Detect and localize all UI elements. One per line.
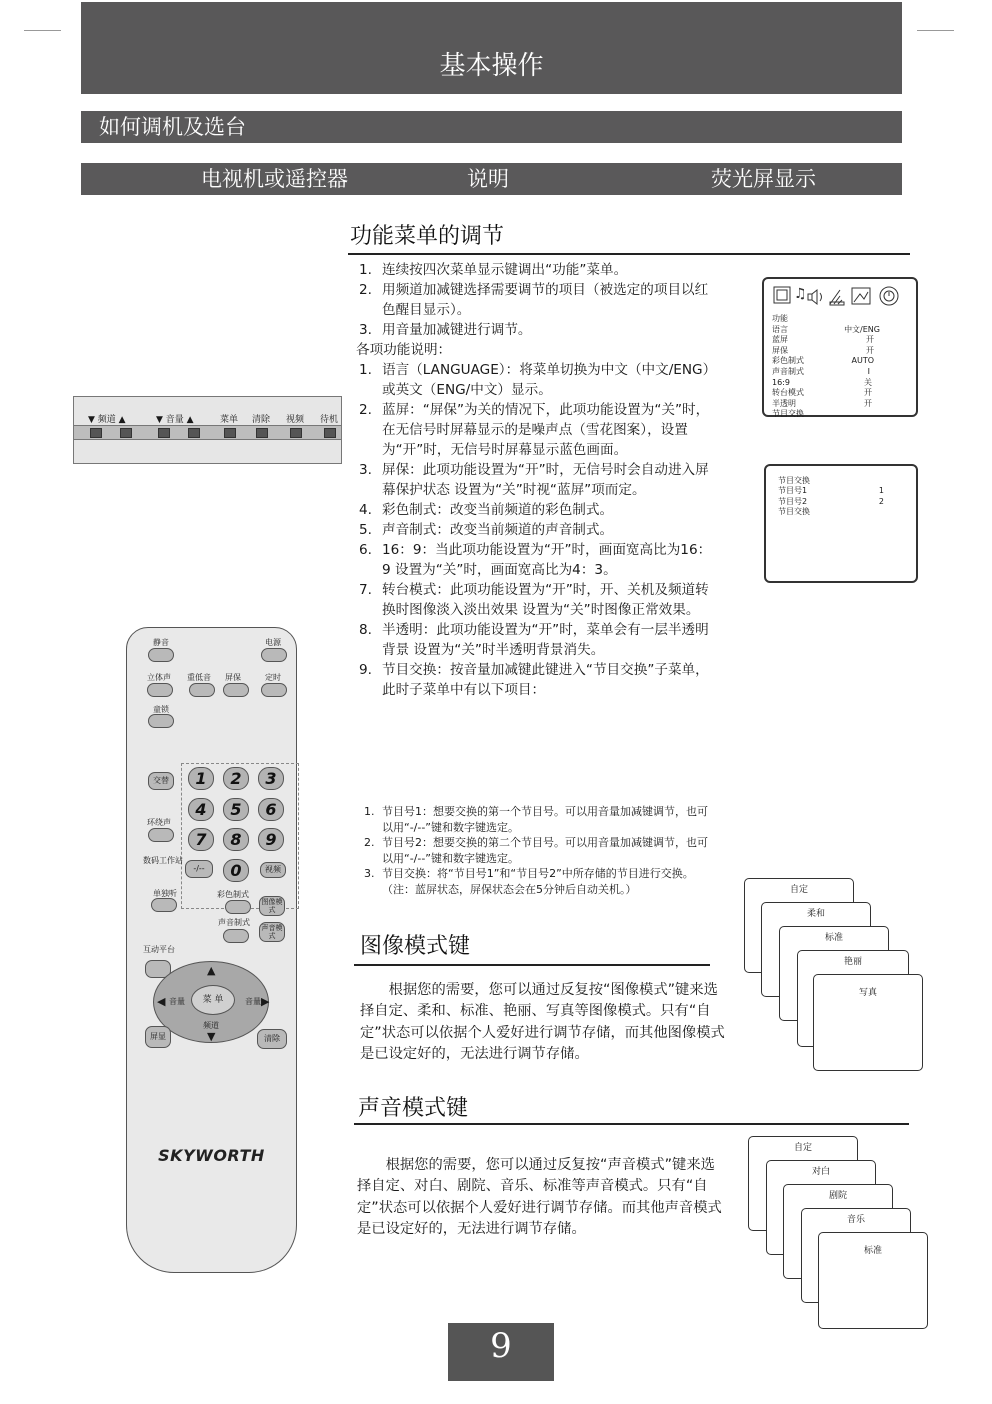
screen-row: 节目交换 (772, 409, 804, 419)
sound-screen-4: 音乐 (801, 1208, 911, 1303)
heading-rule (348, 253, 910, 255)
sound-screen-1: 自定 (748, 1136, 858, 1231)
function-menu-heading: 功能菜单的调节 (350, 224, 505, 249)
sound-mode-text: 根据您的需要，您可以通过反复按“声音模式”键来选择自定、对白、剧院、音乐、标准等声音模式。只有“自定”状态可以依据个人爱好进行调节存储。而其他声音模式是已设定好的，无法进行调节存储。 (357, 1157, 722, 1237)
menu-button[interactable]: 菜 单 (191, 985, 235, 1015)
panel-label-volume: ▼ 音量 ▲ (156, 415, 194, 425)
panel-volume-down-button[interactable] (158, 428, 170, 438)
panel-channel-down-button[interactable] (90, 428, 102, 438)
section-title: 如何调机及选台 (81, 111, 902, 143)
screen-row: 声音制式 I (772, 366, 870, 376)
picture-mode-heading: 图像模式键 (360, 934, 471, 959)
column-header-screen: 荧光屏显示 (711, 167, 816, 191)
color-system-button[interactable] (225, 900, 251, 914)
function-item: 6. 16：9：当此项功能设置为“开”时，画面宽高比为16：9 设置为“关”时，画面宽高比为4：3。 (359, 542, 712, 578)
label-power: 电源 (265, 638, 281, 647)
digit-1-button[interactable]: 1 (188, 767, 214, 790)
function-item: 4. 彩色制式：改变当前频道的彩色制式。 (359, 502, 614, 518)
label-screensaver: 屏保 (225, 673, 241, 682)
screen-row: 蓝屏 开 (772, 335, 874, 345)
sound-mode-button[interactable]: 声音模式 (259, 922, 285, 942)
surround-button[interactable] (148, 828, 174, 842)
heading-rule (354, 1123, 909, 1125)
digit-6-button[interactable]: 6 (258, 798, 284, 821)
digit-3-button[interactable]: 3 (258, 767, 284, 790)
digit-9-button[interactable]: 9 (258, 828, 284, 851)
swap-screen-title: 节目交换 (778, 476, 810, 485)
label-bass: 重低音 (187, 673, 211, 682)
label-mute: 静音 (153, 638, 169, 647)
volume-up-arrow-icon[interactable]: ▶ (261, 995, 270, 1008)
step-item: 3. 用音量加减键进行调节。 (359, 322, 532, 338)
digit-8-button[interactable]: 8 (223, 828, 249, 851)
antenna-icon (830, 290, 844, 305)
step-item: 2. 用频道加减键选择需要调节的项目（被选定的项目以红色醒目显示）。 (359, 282, 709, 318)
subitem: 2. 节目号2：想要交换的第二个节目号。可以用音量加减键调节，也可以用“-/--”键和数字键选定。 (364, 836, 708, 865)
crop-mark-right (917, 30, 954, 31)
panel-video-button[interactable] (290, 428, 302, 438)
dash-button[interactable]: -/-- (185, 860, 213, 878)
panel-volume-up-button[interactable] (188, 428, 200, 438)
page-title: 基本操作 (81, 2, 902, 94)
power-button[interactable] (261, 648, 287, 662)
screensaver-button[interactable] (223, 683, 249, 697)
label-stereo: 立体声 (147, 673, 171, 682)
function-item: 2. 蓝屏：“屏保”为关的情况下，此项功能设置为“关”时，在无信号时屏幕显示的是噪声点（雪花图案），设置为“开”时，无信号时屏幕显示蓝色画面。 (359, 402, 710, 458)
screen-row: 语言 中文/ENG (772, 324, 880, 334)
page-number: 9 (448, 1323, 554, 1381)
speaker-icon (808, 290, 822, 304)
tv-front-panel (73, 396, 342, 464)
screen-row: 节目号2 2 (778, 496, 884, 506)
heading-rule (354, 964, 710, 966)
label-child-lock: 童锁 (153, 705, 169, 714)
function-item: 7. 转台模式：此项功能设置为“开”时，开、关机及频道转换时图像淡入淡出效果 设置为“关”时图像正常效果。 (359, 582, 709, 618)
label-sound-system: 声音制式 (218, 918, 250, 927)
sound-screen-5: 标准 (818, 1232, 928, 1329)
screen-row: 16:9 关 (772, 377, 872, 387)
column-header-description: 说明 (467, 167, 509, 191)
child-lock-button[interactable] (148, 714, 174, 728)
volume-down-arrow-icon[interactable]: ◀ (157, 995, 166, 1008)
function-item: 3. 屏保：此项功能设置为“开”时，无信号时会自动进入屏幕保护状态 设置为“关”时视“蓝屏”项而定。 (359, 462, 709, 498)
screen-row: 转台模式 开 (772, 388, 872, 398)
panel-standby-button[interactable] (324, 428, 336, 438)
screen-row: 半透明 开 (772, 398, 872, 408)
function-screen-title: 功能 (772, 314, 788, 323)
panel-label-standby: 待机 (320, 415, 339, 425)
swap-subitems (364, 804, 714, 897)
screen-row: 节目号1 1 (778, 486, 884, 495)
function-item: 5. 声音制式：改变当前频道的声音制式。 (359, 522, 614, 538)
sound-system-button[interactable] (223, 929, 249, 943)
digit-2-button[interactable]: 2 (223, 767, 249, 790)
svg-text:♫: ♫ (794, 286, 807, 302)
function-menu-steps (356, 260, 716, 700)
label-interactive: 互动平台 (143, 945, 175, 954)
function-menu-screen (762, 277, 918, 417)
screen-row: 屏保 开 (772, 345, 874, 355)
sound-screen-2: 对白 (766, 1160, 876, 1255)
picture-mode-button[interactable]: 图像模式 (259, 896, 285, 916)
alternate-button[interactable]: 交替 (148, 772, 174, 790)
panel-label-menu: 菜单 (220, 415, 239, 425)
screen-row: 节目交换 (778, 507, 810, 517)
digit-5-button[interactable]: 5 (223, 798, 249, 821)
picture-mode-text: 根据您的需要，您可以通过反复按“图像模式”键来选择自定、柔和、标准、艳丽、写真等图像模式。只有“自定”状态可以依据个人爱好进行调节存储，而其他图像模式是已设定好的，无法进行调节存储。 (360, 982, 725, 1062)
clear-button[interactable]: 清除 (257, 1029, 287, 1049)
stereo-button[interactable] (147, 683, 173, 697)
column-header-bar (81, 163, 902, 195)
sound-screen-3: 剧院 (783, 1184, 893, 1279)
mono-button[interactable] (151, 898, 177, 912)
label-surround: 环绕声 (147, 818, 171, 827)
digit-4-button[interactable]: 4 (188, 798, 214, 821)
program-swap-screen (764, 464, 918, 583)
panel-label-channel: ▼ 频道 ▲ (88, 415, 126, 425)
label-timer: 定时 (265, 673, 281, 682)
picture-screen-3: 标准 (779, 926, 889, 1021)
picture-screen-2: 柔和 (761, 902, 871, 997)
column-header-remote: 电视机或遥控器 (201, 167, 348, 191)
clock-icon (880, 287, 898, 305)
display-button[interactable]: 屏显 (145, 1026, 171, 1048)
crop-mark-left (24, 30, 61, 31)
digit-0-button[interactable]: 0 (223, 859, 249, 882)
channel-up-arrow-icon[interactable]: ▲ (207, 964, 216, 977)
channel-label: 频道 (203, 1021, 219, 1030)
panel-menu-button[interactable] (224, 428, 236, 438)
panel-label-clear: 清除 (252, 415, 271, 425)
function-intro: 各项功能说明： (356, 342, 452, 358)
volume-left-label: 音量 (169, 997, 185, 1006)
picture-screen-5: 写真 (813, 974, 923, 1071)
subitem: 1. 节目号1：想要交换的第一个节目号。可以用音量加减键调节，也可以用“-/--”键和数字键选定。 (364, 805, 708, 834)
function-item: 1. 语言（LANGUAGE）：将菜单切换为中文（中文/ENG）或英文（ENG/中文）显示。 (359, 362, 710, 398)
brand-logo: SKYWORTH (158, 1146, 265, 1165)
tv-icon (774, 287, 790, 303)
video-button[interactable]: 视频 (260, 862, 286, 878)
picture-icon (852, 288, 870, 304)
sound-mode-heading: 声音模式键 (358, 1096, 469, 1121)
volume-right-label: 音量 (245, 997, 261, 1006)
mute-button[interactable] (148, 648, 174, 662)
note: （注：蓝屏状态，屏保状态会在5分钟后自动关机。） (382, 882, 637, 896)
label-digital-station: 数码工作站 (143, 856, 183, 865)
timer-button[interactable] (261, 683, 287, 697)
music-note-icon (794, 286, 807, 302)
screen-row: 彩色制式 AUTO (772, 356, 874, 366)
function-item: 8. 半透明：此项功能设置为“开”时，菜单会有一层半透明背景 设置为“关”时半透明背景消失。 (359, 622, 709, 658)
step-item: 1. 连续按四次菜单显示键调出“功能”菜单。 (359, 262, 628, 278)
panel-clear-button[interactable] (256, 428, 268, 438)
remote-control (126, 627, 297, 1273)
subitem: 3. 节目交换：将“节目号1”和“节目号2”中所存储的节目进行交换。 (364, 867, 694, 880)
label-color-system: 彩色制式 (217, 890, 249, 899)
bass-button[interactable] (189, 683, 215, 697)
picture-screen-1: 自定 (744, 878, 854, 973)
panel-channel-up-button[interactable] (120, 428, 132, 438)
label-mono: 单独听 (153, 889, 177, 898)
panel-label-video: 视频 (286, 415, 305, 425)
channel-down-arrow-icon[interactable]: ▼ (207, 1030, 216, 1043)
menu-icons-row (772, 282, 912, 310)
function-item: 9. 节目交换：按音量加减键此键进入“节目交换”子菜单，此时子菜单中有以下项目： (359, 662, 709, 698)
digit-7-button[interactable]: 7 (188, 828, 214, 851)
picture-screen-4: 艳丽 (797, 950, 909, 1047)
